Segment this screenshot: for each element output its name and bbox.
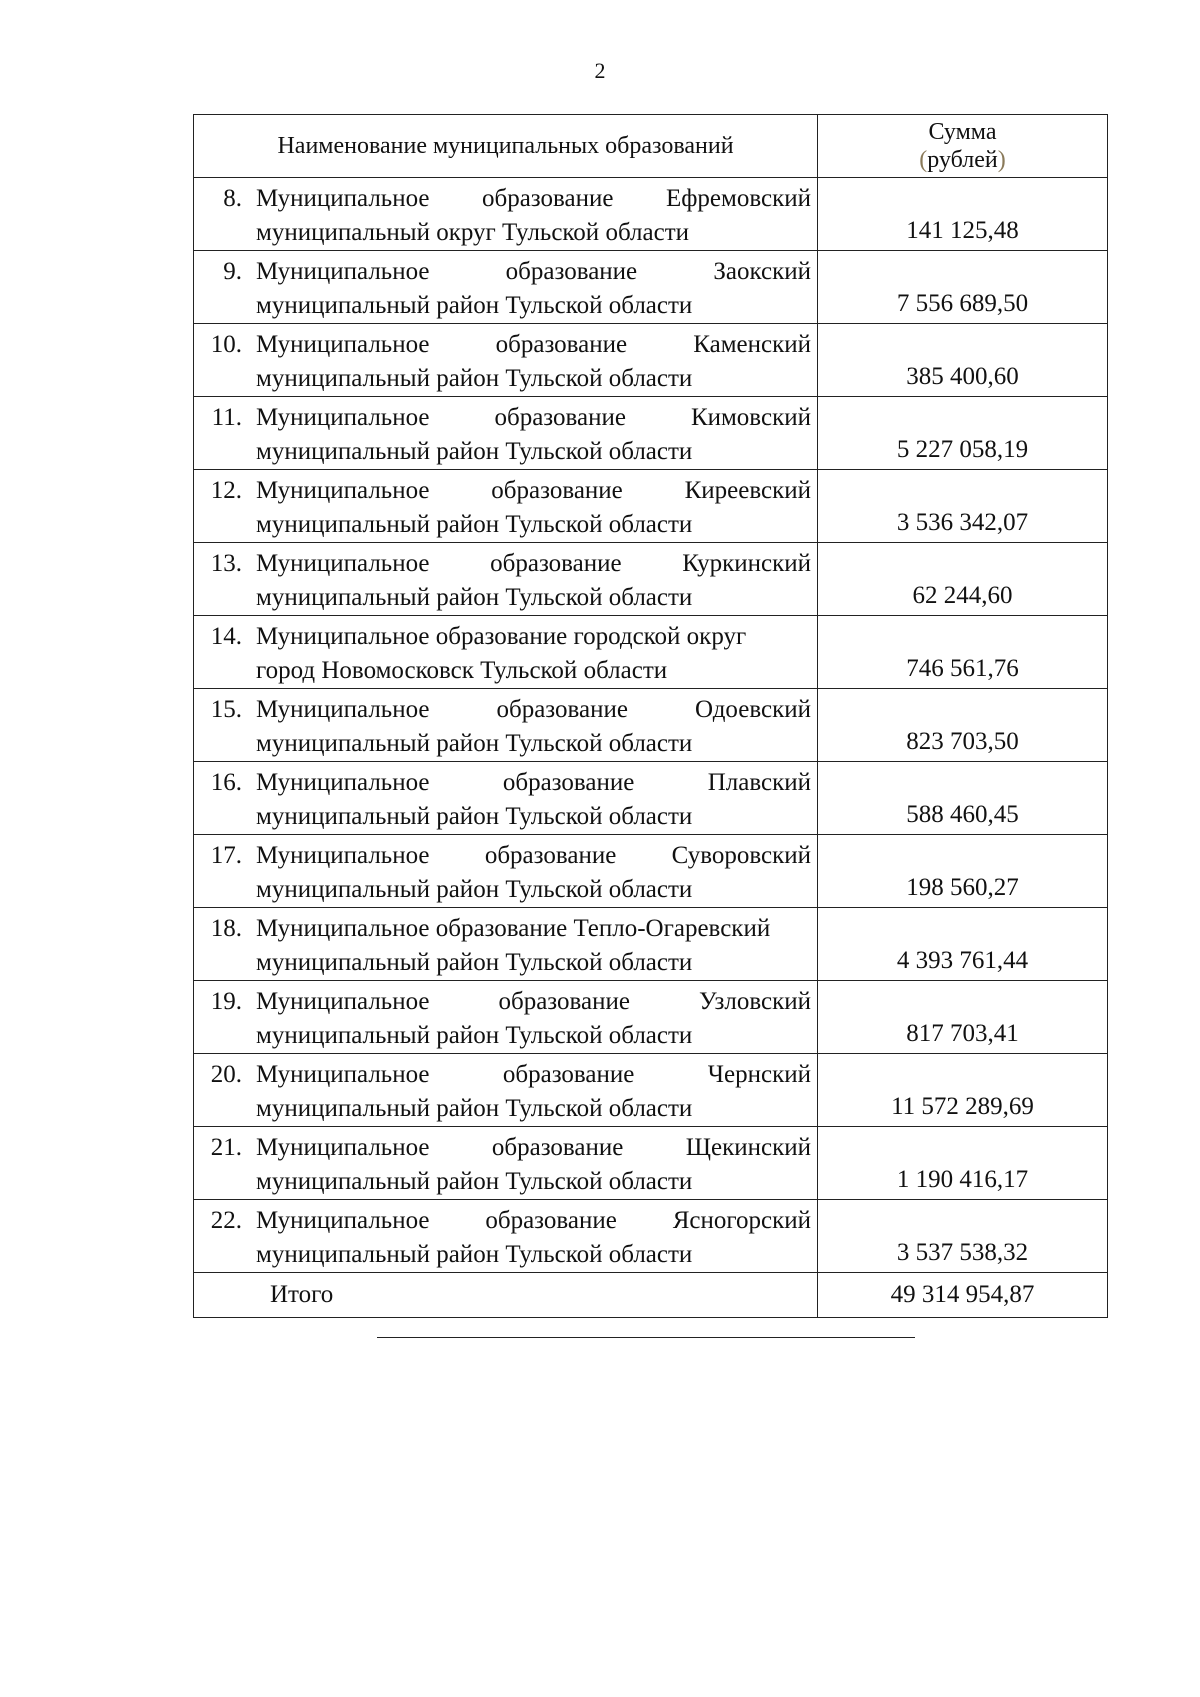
row-name-word: образование [502, 769, 635, 796]
table-row [194, 616, 1108, 689]
row-name [256, 474, 817, 542]
row-name-word: Муниципальное [256, 842, 430, 869]
row-name-line1 [256, 1204, 811, 1238]
row-name-wrap [194, 1200, 817, 1272]
row-name-word: образование [495, 331, 628, 358]
allocation-table [193, 114, 1108, 1318]
row-name-word: Муниципальное [256, 1207, 430, 1234]
row-name-line1 [256, 839, 811, 873]
row-name [256, 1131, 817, 1199]
row-name-wrap [194, 470, 817, 542]
row-name-word: образование [491, 1134, 624, 1161]
row-sum-cell [818, 1127, 1108, 1200]
row-sum: 385 400,60 [906, 363, 1019, 390]
table-header-row [194, 115, 1108, 178]
row-name-word: Муниципальное [256, 258, 430, 285]
row-name-cell [194, 397, 818, 470]
total-label-cell [194, 1273, 818, 1318]
header-sum [818, 115, 1108, 178]
row-name-word: Ефремовский [665, 185, 811, 212]
row-name-wrap [194, 1127, 817, 1199]
table-row [194, 981, 1108, 1054]
header-sum-label: Сумма [928, 119, 997, 145]
row-name-line2: муниципальный район Тульской области [256, 803, 693, 830]
row-name-line2: муниципальный район Тульской области [256, 438, 693, 465]
row-name-cell [194, 1200, 818, 1273]
row-sum: 3 536 342,07 [896, 509, 1029, 536]
row-name-line1: Муниципальное образование городской округ [256, 623, 747, 650]
row-name-line2: муниципальный район Тульской области [256, 365, 693, 392]
header-name: Наименование муниципальных образований [194, 115, 818, 178]
row-name-cell [194, 470, 818, 543]
row-name-wrap [194, 178, 817, 250]
row-name-wrap [194, 324, 817, 396]
row-sum-cell [818, 1200, 1108, 1273]
total-sum-cell [818, 1273, 1108, 1318]
row-name-wrap [194, 689, 817, 761]
row-sum-cell [818, 324, 1108, 397]
row-name [256, 328, 817, 396]
table-row [194, 543, 1108, 616]
row-sum-cell [818, 762, 1108, 835]
row-number: 11. [211, 404, 242, 431]
row-sum-cell [818, 397, 1108, 470]
row-sum-cell [818, 1054, 1108, 1127]
page-number: 2 [594, 58, 606, 83]
row-name-word: Суворовский [671, 842, 811, 869]
row-name [256, 1204, 817, 1272]
row-name-word: Муниципальное [256, 988, 430, 1015]
row-name [256, 985, 817, 1053]
row-sum-cell [818, 981, 1108, 1054]
row-sum: 588 460,45 [906, 801, 1019, 828]
row-name-word: Муниципальное [256, 1061, 430, 1088]
row-name-line2: муниципальный район Тульской области [256, 1168, 693, 1195]
table-row [194, 1054, 1108, 1127]
row-number: 22. [210, 1207, 242, 1234]
table-row [194, 689, 1108, 762]
row-name-word: образование [491, 477, 623, 504]
row-number: 21. [210, 1134, 242, 1161]
row-name-cell [194, 1127, 818, 1200]
header-unit-close-paren: ) [997, 147, 1006, 173]
row-name-word: Муниципальное [256, 477, 430, 504]
row-name-line2: муниципальный район Тульской области [256, 1241, 693, 1268]
row-name [256, 547, 817, 615]
row-name-line1 [256, 328, 811, 362]
row-name-word: образование [490, 550, 622, 577]
table-row [194, 908, 1108, 981]
row-name [256, 182, 817, 250]
row-name-word: образование [498, 988, 630, 1015]
row-sum-cell [818, 543, 1108, 616]
row-sum: 198 560,27 [906, 874, 1019, 901]
row-name-word: Муниципальное [256, 185, 430, 212]
table-row [194, 324, 1108, 397]
row-name-cell [194, 324, 818, 397]
row-name-word: образование [502, 1061, 635, 1088]
row-name-cell [194, 689, 818, 762]
row-name-line1: Муниципальное образование Тепло-Огаревский [256, 915, 771, 942]
row-number: 13. [210, 550, 242, 577]
row-name-word: Муниципальное [256, 769, 430, 796]
row-sum: 11 572 289,69 [891, 1093, 1034, 1120]
row-number: 16. [210, 769, 242, 796]
header-sum-unit-line [818, 146, 1107, 174]
row-name-line1 [256, 985, 811, 1019]
row-name-cell [194, 251, 818, 324]
row-name-word: образование [481, 185, 614, 212]
row-sum: 817 703,41 [906, 1020, 1019, 1047]
table-row [194, 178, 1108, 251]
row-name-word: Чернский [707, 1061, 811, 1088]
row-name-wrap [194, 616, 817, 688]
row-name-word: образование [505, 258, 638, 285]
row-number: 9. [223, 258, 242, 285]
row-sum-cell [818, 251, 1108, 324]
row-name-cell [194, 762, 818, 835]
row-sum: 7 556 689,50 [896, 290, 1029, 317]
row-name [256, 401, 817, 469]
row-name-word: Каменский [693, 331, 811, 358]
header-sum-unit: рублей [927, 147, 998, 173]
row-number: 19. [210, 988, 242, 1015]
table-row [194, 397, 1108, 470]
total-row [194, 1273, 1108, 1318]
row-name-cell [194, 835, 818, 908]
row-name-word: Одоевский [694, 696, 811, 723]
row-name-line2: муниципальный район Тульской области [256, 949, 693, 976]
row-sum: 1 190 416,17 [896, 1166, 1029, 1193]
row-name-wrap [194, 1054, 817, 1126]
row-name-wrap [194, 543, 817, 615]
row-name-word: образование [484, 842, 617, 869]
row-name-line1 [256, 1058, 811, 1092]
header-unit-open-paren: ( [919, 147, 928, 173]
row-name-line2: муниципальный округ Тульской области [256, 219, 690, 246]
row-name-word: образование [485, 1207, 617, 1234]
row-name-wrap [194, 908, 817, 980]
row-name-word: Узловский [698, 988, 811, 1015]
table-row [194, 1200, 1108, 1273]
row-name-word: Заокский [713, 258, 811, 285]
row-name-word: Куркинский [682, 550, 811, 577]
row-name [256, 1058, 817, 1126]
row-name-cell [194, 908, 818, 981]
table-row [194, 251, 1108, 324]
row-name-cell [194, 981, 818, 1054]
row-name [256, 693, 817, 761]
row-name [256, 255, 817, 323]
row-name [256, 839, 817, 907]
row-name [256, 912, 817, 980]
row-name [256, 620, 817, 688]
row-number: 8. [223, 185, 242, 212]
row-name [256, 766, 817, 834]
row-name-cell [194, 543, 818, 616]
row-name-line1 [256, 1131, 811, 1165]
table-row [194, 835, 1108, 908]
row-name-line2: муниципальный район Тульской области [256, 1022, 693, 1049]
row-sum-cell [818, 908, 1108, 981]
total-sum: 49 314 954,87 [890, 1281, 1035, 1308]
row-name-cell [194, 178, 818, 251]
row-name-line2: муниципальный район Тульской области [256, 584, 693, 611]
row-name-word: образование [496, 696, 628, 723]
row-name-line2: муниципальный район Тульской области [256, 1095, 693, 1122]
total-label: Итого [270, 1281, 334, 1308]
row-sum-cell [818, 689, 1108, 762]
row-name-wrap [194, 981, 817, 1053]
row-name-line1 [256, 547, 811, 581]
table-row [194, 762, 1108, 835]
row-number: 14. [210, 623, 242, 650]
row-name-word: Муниципальное [256, 550, 430, 577]
row-name-line1 [256, 766, 811, 800]
row-name-wrap [194, 397, 817, 469]
row-sum: 5 227 058,19 [896, 436, 1029, 463]
row-name-wrap [194, 762, 817, 834]
row-number: 10. [210, 331, 242, 358]
row-name-word: Кимовский [690, 404, 811, 431]
row-name-word: Муниципальное [256, 331, 430, 358]
row-sum: 141 125,48 [906, 217, 1019, 244]
row-name-word: Муниципальное [256, 1134, 430, 1161]
row-name-line2: муниципальный район Тульской области [256, 292, 693, 319]
table-row [194, 1127, 1108, 1200]
row-sum: 746 561,76 [906, 655, 1019, 682]
table-row [194, 470, 1108, 543]
row-sum: 4 393 761,44 [896, 947, 1029, 974]
row-name-word: Муниципальное [256, 404, 430, 431]
row-number: 17. [210, 842, 242, 869]
row-name-word: образование [494, 404, 626, 431]
row-sum: 823 703,50 [906, 728, 1019, 755]
row-name-wrap [194, 251, 817, 323]
row-sum: 3 537 538,32 [896, 1239, 1029, 1266]
row-name-line2: муниципальный район Тульской области [256, 511, 693, 538]
row-number: 15. [210, 696, 242, 723]
table-body [194, 178, 1108, 1273]
row-name-line2: муниципальный район Тульской области [256, 876, 693, 903]
row-name-wrap [194, 835, 817, 907]
row-sum-cell [818, 616, 1108, 689]
row-number: 20. [210, 1061, 242, 1088]
row-sum-cell [818, 470, 1108, 543]
row-name-line2: город Новомосковск Тульской области [256, 657, 668, 684]
row-number: 18. [210, 915, 242, 942]
row-name-word: Плавский [707, 769, 811, 796]
row-number: 12. [210, 477, 242, 504]
row-name-line1 [256, 474, 811, 508]
row-name-line1 [256, 182, 811, 216]
row-name-word: Щекинский [685, 1134, 811, 1161]
row-name-cell [194, 1054, 818, 1127]
end-separator-line [377, 1337, 915, 1338]
row-sum: 62 244,60 [912, 582, 1013, 609]
row-name-line2: муниципальный район Тульской области [256, 730, 693, 757]
row-name-word: Ясногорский [672, 1207, 811, 1234]
row-name-cell [194, 616, 818, 689]
row-name-word: Киреевский [684, 477, 811, 504]
row-sum-cell [818, 835, 1108, 908]
row-name-word: Муниципальное [256, 696, 430, 723]
row-name-line1 [256, 255, 811, 289]
row-name-line1 [256, 693, 811, 727]
row-sum-cell [818, 178, 1108, 251]
row-name-line1 [256, 401, 811, 435]
